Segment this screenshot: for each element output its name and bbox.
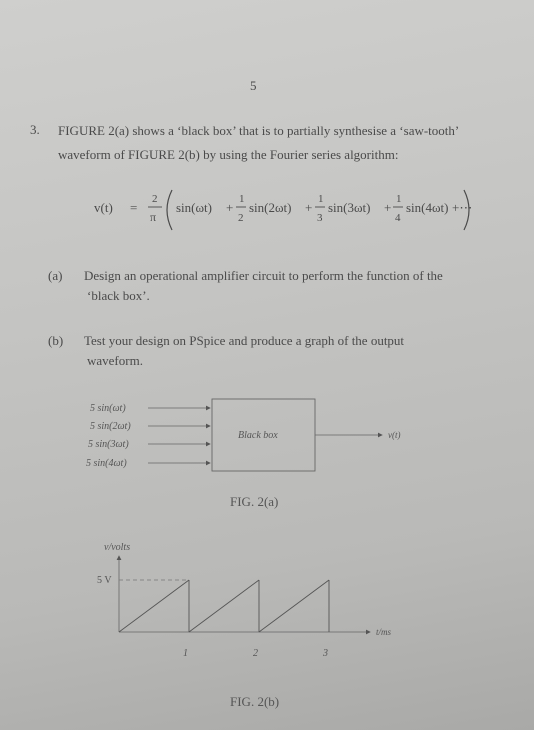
formula-term1: sin(ωt) [176, 200, 212, 215]
input-label-3: 5 sin(3ωt) [88, 439, 129, 450]
sawtooth-ramp-1 [119, 580, 189, 632]
formula-term3: sin(3ωt) [328, 200, 371, 215]
page-number: 5 [250, 78, 257, 93]
sawtooth-ramp-2 [189, 580, 259, 632]
y-axis-label: v/volts [104, 542, 131, 553]
y-tick-label: 5 V [97, 575, 112, 586]
question-number: 3. [30, 122, 40, 137]
formula-frac4-den: 4 [395, 212, 401, 224]
formula-plus1: + [226, 200, 234, 215]
sawtooth-waveform [119, 580, 329, 632]
part-b-line1: Test your design on PSpice and produce a graph of the output [84, 333, 405, 348]
part-a-label: (a) [48, 268, 63, 283]
formula-frac3-num: 1 [318, 193, 324, 205]
formula-coef-den: π [150, 210, 157, 224]
fig-2a-caption: FIG. 2(a) [230, 494, 279, 509]
input-label-2: 5 sin(2ωt) [90, 421, 131, 432]
input-label-1: 5 sin(ωt) [90, 403, 126, 414]
question-text: FIGURE 2(a) shows a ‘black box’ that is to partially synthesise a ‘saw-tooth’ waveform of FIGURE 2(b) by using the Fourier series algorithm: [58, 123, 459, 162]
sawtooth-ramp-3 [259, 580, 329, 632]
formula-equals: = [130, 200, 138, 215]
part-b-label: (b) [48, 333, 64, 348]
formula-term2: sin(2ωt) [249, 200, 292, 215]
formula-frac2-den: 2 [238, 212, 244, 224]
part-a-line2: ‘black box’. [87, 288, 150, 303]
fig-2b-caption: FIG. 2(b) [230, 694, 280, 709]
x-tick-3: 3 [323, 648, 328, 659]
x-tick-2: 2 [253, 648, 258, 659]
formula-frac2-num: 1 [239, 193, 245, 205]
formula-tail: +⋯ [452, 200, 473, 215]
x-axis-label: t/ms [376, 627, 392, 637]
formula-term4: sin(4ωt) [406, 200, 449, 215]
fig-2a [86, 399, 401, 509]
formula-coef-num: 2 [152, 193, 158, 205]
formula-frac3-den: 3 [317, 212, 323, 224]
formula-plus2: + [305, 200, 313, 215]
part-b-line2: waveform. [87, 353, 143, 368]
part-a-line1: Design an operational amplifier circuit to perform the function of the [84, 268, 443, 283]
fig-2b [97, 542, 392, 709]
input-label-4: 5 sin(4ωt) [86, 458, 127, 469]
formula-plus3: + [384, 200, 392, 215]
black-box-label: Black box [238, 430, 278, 441]
x-tick-1: 1 [183, 648, 188, 659]
output-label: v(t) [388, 430, 401, 440]
formula-frac4-num: 1 [396, 193, 402, 205]
formula-lhs: v(t) [94, 200, 113, 215]
